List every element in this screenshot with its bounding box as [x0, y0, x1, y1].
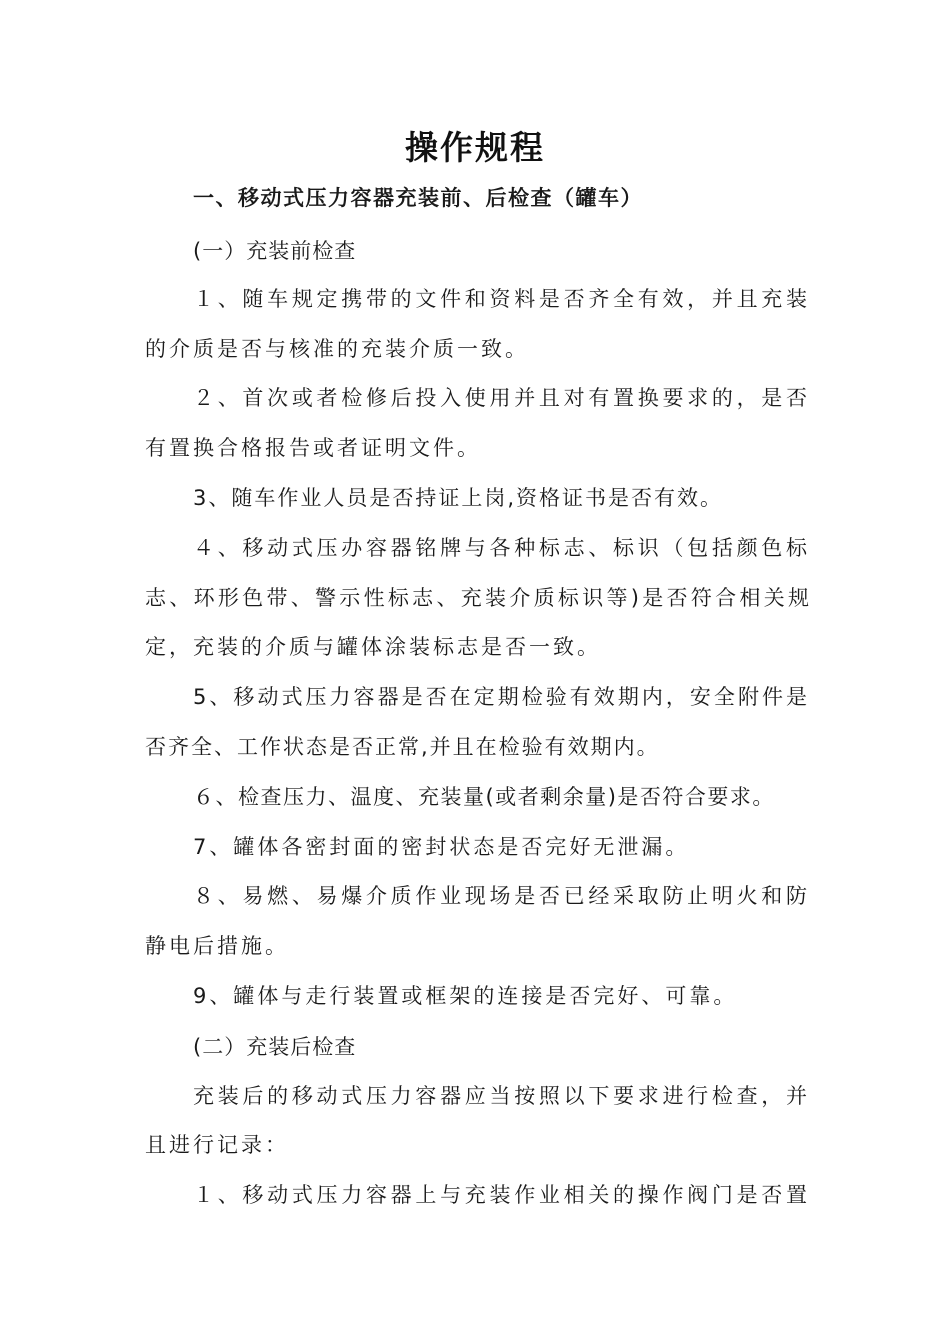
subsection-heading-after: (二）充装后检查: [193, 1035, 357, 1059]
paragraph-line: 9、罐体与走行装置或框架的连接是否完好、可靠。: [193, 984, 738, 1008]
section-heading: 一、移动式压力容器充装前、后检查（罐车）: [193, 186, 643, 210]
subsection-heading-before: (一）充装前检查: [193, 239, 357, 263]
paragraph-line: ８、易燃、易爆介质作业现场是否已经采取防止明火和防: [193, 884, 810, 908]
paragraph-line: 志、环形色带、警示性标志、充装介质标识等)是否符合相关规: [145, 586, 810, 610]
paragraph-line: １、移动式压力容器上与充装作业相关的操作阀门是否置: [193, 1183, 810, 1207]
paragraph-line: 7、罐体各密封面的密封状态是否完好无泄漏。: [193, 835, 690, 859]
document-title: 操作规程: [405, 128, 545, 167]
paragraph-line: 的介质是否与核准的充装介质一致。: [145, 337, 529, 361]
paragraph-line: １、随车规定携带的文件和资料是否齐全有效，并且充装: [193, 287, 810, 311]
paragraph-line: 且进行记录：: [145, 1133, 289, 1157]
paragraph-line: ６、检查压力、温度、充装量(或者剩余量)是否符合要求。: [193, 785, 775, 809]
paragraph-line: 否齐全、工作状态是否正常,并且在检验有效期内。: [145, 735, 660, 759]
paragraph-line: 静电后措施。: [145, 934, 289, 958]
paragraph-line: 3、随车作业人员是否持证上岗,资格证书是否有效。: [193, 486, 724, 510]
paragraph-line: 定，充装的介质与罐体涂装标志是否一致。: [145, 635, 601, 659]
paragraph-line: ４、移动式压办容器铭牌与各种标志、标识（包括颜色标: [193, 536, 810, 560]
paragraph-line: 有置换合格报告或者证明文件。: [145, 436, 481, 460]
paragraph-line: 5、移动式压力容器是否在定期检验有效期内，安全附件是: [193, 685, 810, 709]
paragraph-line: ２、首次或者检修后投入使用并且对有置换要求的，是否: [193, 386, 810, 410]
paragraph-line: 充装后的移动式压力容器应当按照以下要求进行检查，并: [193, 1084, 810, 1108]
